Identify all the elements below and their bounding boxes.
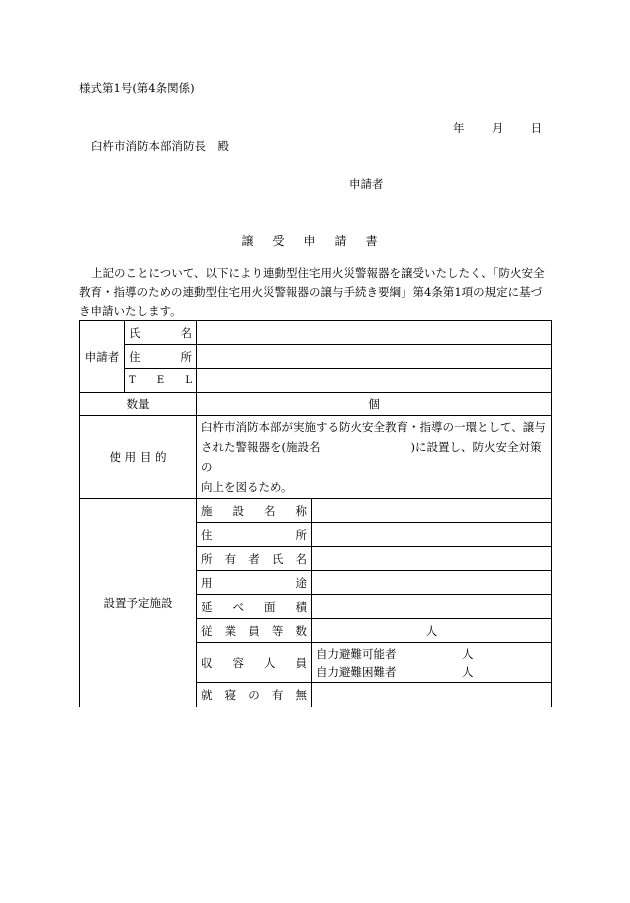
capacity-self-label: 自力避難可能者 bbox=[316, 646, 397, 661]
purpose-line-2-start: された警報器を(施設名 bbox=[201, 440, 321, 454]
floor-area-char-2: べ bbox=[232, 599, 244, 614]
capacity-label bbox=[197, 643, 312, 683]
name-label-chars bbox=[129, 325, 192, 341]
capacity-char-4: 員 bbox=[295, 655, 307, 670]
sleep-char-3: の bbox=[248, 687, 260, 702]
date-line bbox=[453, 120, 542, 136]
floor-area-field[interactable] bbox=[312, 595, 552, 619]
facility-address-label bbox=[197, 523, 312, 547]
floor-area-label-chars bbox=[201, 599, 307, 615]
capacity-label-chars bbox=[201, 655, 307, 671]
capacity-field[interactable] bbox=[312, 643, 552, 683]
purpose-line-1: 臼杵市消防本部が実施する防火安全教育・指導の一環として、譲与 bbox=[201, 420, 546, 434]
capacity-assist-unit: 人 bbox=[462, 664, 474, 679]
owner-name-char-4: 氏 bbox=[271, 551, 284, 566]
facility-name-char-4: 称 bbox=[295, 503, 307, 518]
usage-char-1: 用 bbox=[201, 575, 213, 590]
owner-name-label bbox=[197, 547, 312, 571]
sleep-label bbox=[197, 683, 312, 707]
capacity-assist-label: 自力避難困難者 bbox=[316, 664, 397, 679]
facility-address-label-chars bbox=[201, 527, 307, 543]
tel-label bbox=[125, 369, 197, 393]
facility-name-char-2: 設 bbox=[232, 503, 244, 518]
capacity-char-2: 容 bbox=[232, 655, 244, 670]
owner-name-char-5: 名 bbox=[295, 551, 307, 566]
sleep-field[interactable] bbox=[312, 683, 552, 707]
facility-name-char-1: 施 bbox=[201, 503, 213, 518]
floor-area-label bbox=[197, 595, 312, 619]
date-day: 日 bbox=[530, 121, 543, 135]
facility-address-field[interactable] bbox=[312, 523, 552, 547]
form-number: 様式第1号(第4条関係) bbox=[79, 81, 195, 95]
name-field[interactable] bbox=[197, 321, 552, 345]
purpose-label: 使 用 目 的 bbox=[80, 416, 197, 499]
sleep-char-1: 就 bbox=[201, 687, 213, 702]
facility-group-label: 設置予定施設 bbox=[80, 499, 197, 707]
owner-name-char-2: 有 bbox=[224, 551, 237, 566]
quantity-field[interactable]: 個 bbox=[197, 393, 552, 416]
usage-field[interactable] bbox=[312, 571, 552, 595]
date-month: 月 bbox=[491, 121, 504, 135]
floor-area-char-4: 積 bbox=[295, 599, 307, 614]
name-label bbox=[125, 321, 197, 345]
tel-label-chars bbox=[129, 375, 192, 386]
address-label-chars bbox=[129, 349, 192, 365]
owner-name-char-1: 所 bbox=[201, 551, 213, 566]
capacity-char-3: 人 bbox=[264, 655, 276, 670]
address-label bbox=[125, 345, 197, 369]
usage-char-2: 途 bbox=[295, 575, 307, 590]
facility-name-field[interactable] bbox=[312, 499, 552, 523]
document-title: 譲受申請書 bbox=[241, 234, 397, 248]
usage-label bbox=[197, 571, 312, 595]
intro-paragraph: 上記のことについて、以下により連動型住宅用火災警報器を譲受いたしたく、「防火安全教育・指導のための連動型住宅用火災警報器の譲与手続き要綱」第4条第1項の規定に基づき申請いたします。 bbox=[79, 266, 545, 318]
addressee: 臼杵市消防本部消防長 殿 bbox=[91, 139, 229, 153]
facility-name-char-3: 名 bbox=[264, 503, 276, 518]
tel-field[interactable] bbox=[197, 369, 552, 393]
usage-label-chars bbox=[201, 575, 307, 591]
owner-name-field[interactable] bbox=[312, 547, 552, 571]
purpose-text bbox=[197, 416, 552, 499]
purpose-line-3: 向上を図るため。 bbox=[201, 480, 293, 494]
employees-char-2: 業 bbox=[224, 623, 237, 638]
facility-name-label bbox=[197, 499, 312, 523]
purpose-line-2-end: )に設置し、防火安全対策の bbox=[201, 440, 542, 474]
employees-char-3: 員 bbox=[248, 623, 260, 638]
owner-name-char-3: 者 bbox=[248, 551, 260, 566]
employees-char-1: 従 bbox=[201, 623, 213, 638]
capacity-char-1: 収 bbox=[201, 655, 213, 670]
sleep-label-chars bbox=[201, 687, 307, 703]
employees-char-4: 等 bbox=[271, 623, 284, 638]
capacity-assist-row bbox=[316, 663, 547, 681]
sleep-char-2: 寝 bbox=[224, 687, 237, 702]
facility-address-char-1: 住 bbox=[201, 527, 213, 542]
facility-name-label-chars bbox=[201, 503, 307, 519]
owner-name-label-chars bbox=[201, 551, 307, 567]
name-label-char-2: 名 bbox=[180, 325, 192, 340]
sleep-char-4: 有 bbox=[271, 687, 284, 702]
date-year: 年 bbox=[453, 121, 465, 135]
quantity-label: 数量 bbox=[80, 393, 197, 416]
floor-area-char-3: 面 bbox=[264, 599, 276, 614]
capacity-self-unit: 人 bbox=[462, 646, 474, 661]
application-table bbox=[79, 320, 552, 707]
tel-label-char-1: T bbox=[129, 375, 136, 386]
tel-label-char-2: E bbox=[156, 375, 165, 386]
facility-address-char-2: 所 bbox=[295, 527, 307, 542]
applicant-label: 申請者 bbox=[349, 177, 384, 191]
tel-label-char-3: L bbox=[185, 375, 192, 386]
address-field[interactable] bbox=[197, 345, 552, 369]
employees-label bbox=[197, 619, 312, 643]
employees-label-chars bbox=[201, 623, 307, 639]
applicant-group-label: 申請者 bbox=[80, 321, 125, 393]
name-label-char-1: 氏 bbox=[129, 325, 141, 340]
capacity-self-row bbox=[316, 645, 547, 663]
employees-field[interactable]: 人 bbox=[312, 619, 552, 643]
sleep-char-5: 無 bbox=[295, 687, 307, 702]
address-label-char-1: 住 bbox=[129, 349, 141, 364]
address-label-char-2: 所 bbox=[180, 349, 192, 364]
employees-char-5: 数 bbox=[295, 623, 307, 638]
purpose-line-2 bbox=[201, 437, 547, 477]
floor-area-char-1: 延 bbox=[201, 599, 213, 614]
